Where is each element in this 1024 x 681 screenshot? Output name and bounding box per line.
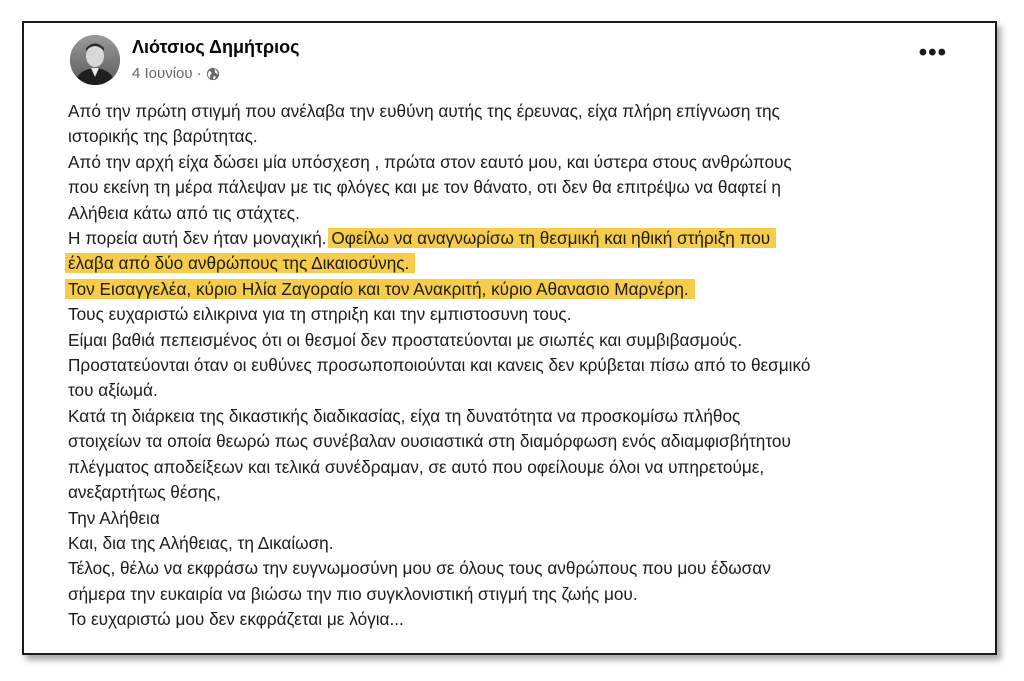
meta-separator: ·: [196, 65, 202, 82]
post-line: Προστατεύονται όταν οι ευθύνες προσωποποιούνται και κανεις δεν κρύβεται πίσω από το θεσμικό: [68, 355, 811, 376]
post-line: στοιχείων τα οποία θεωρώ πως συνέβαλαν ουσιαστικά στη διαμόρφωση ενός αδιαμφισβήτητου: [68, 431, 791, 452]
highlighted-text: έλαβα από δύο ανθρώπους της Δικαιοσύνης.: [65, 253, 415, 273]
post-line: Κατά τη διάρκεια της δικαστικής διαδικασίας, είχα τη δυνατότητα να προσκομίσω πλήθος: [68, 405, 741, 426]
post-line-text: Η πορεία αυτή δεν ήταν μοναχική.: [68, 228, 327, 249]
globe-icon[interactable]: [206, 67, 220, 81]
post-line: Είμαι βαθιά πεπεισμένος ότι οι θεσμοί δεν προστατεύονται με σιωπές και συμβιβασμούς.: [68, 329, 742, 350]
post-line: [68, 251, 978, 276]
post-line: Από την πρώτη στιγμή που ανέλαβα την ευθύνη αυτής της έρευνας, είχα πλήρη επίγνωση της: [68, 101, 780, 121]
post-line: ανεξαρτήτως θέσης,: [68, 482, 221, 503]
avatar[interactable]: [70, 35, 120, 85]
post-line: [68, 226, 978, 251]
author-name[interactable]: Λιότσιος Δημήτριος: [132, 37, 300, 57]
post-line: Το ευχαριστώ μου δεν εκφράζεται με λόγια...: [68, 609, 404, 630]
post-meta: [132, 65, 220, 82]
post-line: Και, δια της Αλήθειας, τη Δικαίωση.: [68, 532, 334, 553]
avatar-photo-icon: [70, 35, 120, 85]
highlighted-text: Οφείλω να αναγνωρίσω τη θεσμική και ηθική στήριξη που: [328, 228, 776, 248]
post-line: Αλήθεια κάτω από τις στάχτες.: [68, 202, 300, 223]
post-line: σήμερα την ευκαιρία να βιώσω την πιο συγκλονιστική στιγμή της ζωής μου.: [68, 583, 638, 604]
post-line: του αξίωμά.: [68, 380, 158, 401]
post-line: Από την αρχή είχα δώσει μία υπόσχεση , πρώτα στον εαυτό μου, και ύστερα στους ανθρώπους: [68, 151, 792, 172]
highlighted-text: Τον Εισαγγελέα, κύριο Ηλία Ζαγοραίο και τον Ανακριτή, κύριο Αθανασιο Μαρνέρη.: [65, 279, 695, 299]
post-line: που εκείνη τη μέρα πάλεψαν με τις φλόγες και με τον θάνατο, οτι δεν θα επιτρέψω να θαφτεί η: [68, 177, 781, 198]
post-line: Τους ευχαριστώ ειλικρινα για τη στηριξη και την εμπιστοσυνη τους.: [68, 304, 572, 325]
post-line: ιστορικής της βαρύτητας.: [68, 126, 258, 147]
post-body: [68, 99, 978, 633]
post-line: πλέγματος αποδείξεων και τελικά συνέδραμαν, σε αυτό που οφείλουμε όλοι να υπηρετούμε,: [68, 456, 765, 477]
more-options-button[interactable]: •••: [918, 39, 947, 66]
post-line: [68, 277, 978, 302]
post-line: Την Αλήθεια: [68, 507, 160, 528]
post-date[interactable]: 4 Ιουνίου: [132, 65, 193, 82]
post-line: Τέλος, θέλω να εκφράσω την ευγνωμοσύνη μου σε όλους τους ανθρώπους που μου έδωσαν: [68, 558, 771, 579]
post-card: [22, 21, 997, 655]
